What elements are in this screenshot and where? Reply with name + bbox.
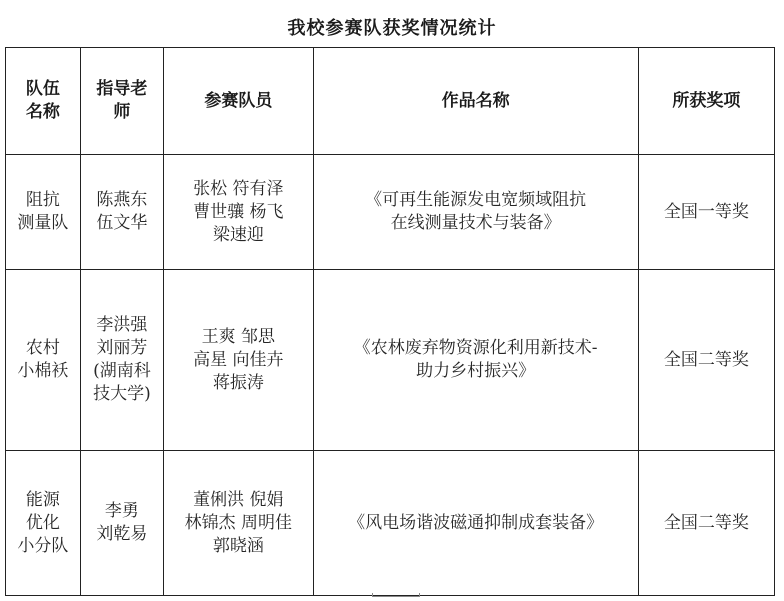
team-name-cell: 农村 小棉袄: [6, 270, 81, 451]
page-boundary-mark: [372, 596, 420, 601]
header-team-name: 队伍 名称: [6, 48, 81, 155]
members-cell: 董俐洪 倪娟 林锦杰 周明佳 郭晓涵: [164, 451, 313, 596]
work-title-cell: 《农林废弃物资源化利用新技术- 助力乡村振兴》: [313, 270, 638, 451]
members-cell: 张松 符有泽 曹世骧 杨飞 梁速迎: [164, 155, 313, 270]
table-row: [6, 270, 775, 451]
teacher-cell: 李洪强 刘丽芳 (湖南科 技大学): [80, 270, 163, 451]
team-name-cell: 能源 优化 小分队: [6, 451, 81, 596]
teacher-cell: 陈燕东 伍文华: [80, 155, 163, 270]
work-title-cell: 《可再生能源发电宽频域阻抗 在线测量技术与装备》: [313, 155, 638, 270]
table-row: [6, 451, 775, 596]
award-cell: 全国二等奖: [638, 270, 774, 451]
header-award: 所获奖项: [638, 48, 774, 155]
teacher-cell: 李勇 刘乾易: [80, 451, 163, 596]
header-row: [6, 48, 775, 155]
award-table: [5, 47, 775, 596]
team-name-cell: 阻抗 测量队: [6, 155, 81, 270]
work-title-cell: 《风电场谐波磁通抑制成套装备》: [313, 451, 638, 596]
members-cell: 王爽 邹思 高星 向佳卉 蒋振涛: [164, 270, 313, 451]
document-title: 我校参赛队获奖情况统计: [287, 18, 497, 39]
header-work-title: 作品名称: [313, 48, 638, 155]
award-cell: 全国二等奖: [638, 451, 774, 596]
award-cell: 全国一等奖: [638, 155, 774, 270]
table-row: [6, 155, 775, 270]
header-teacher: 指导老 师: [80, 48, 163, 155]
header-members: 参赛队员: [164, 48, 313, 155]
